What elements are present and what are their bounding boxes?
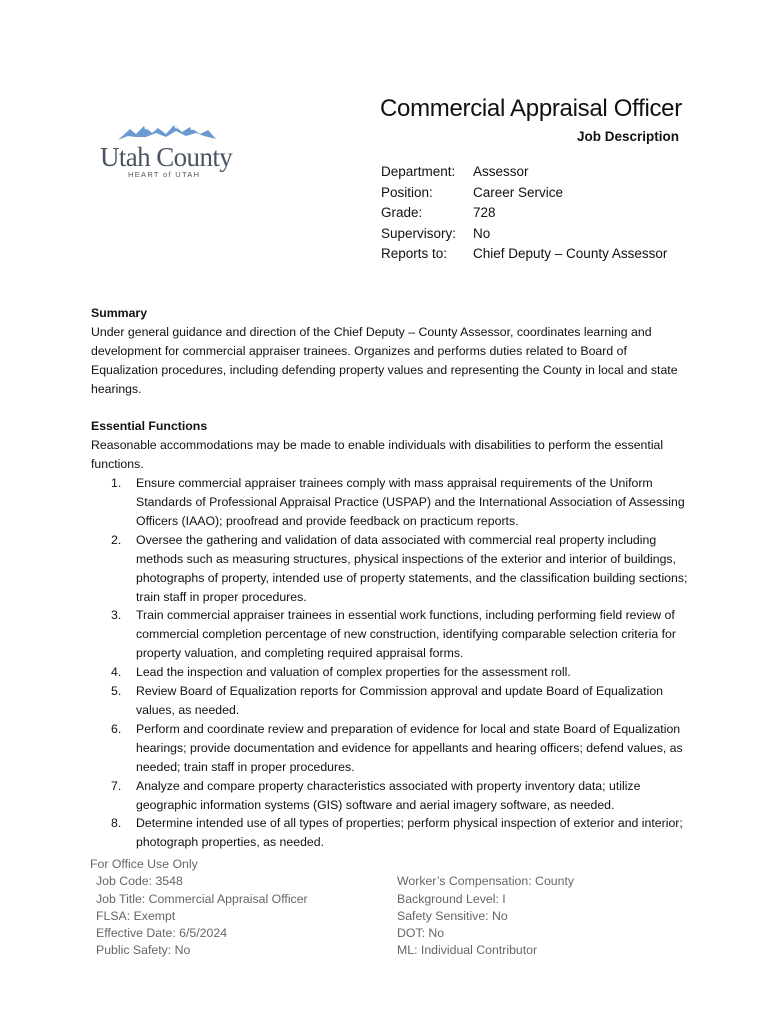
info-label: Reports to: [381,246,448,261]
document-title: Commercial Appraisal Officer [380,95,682,122]
info-row-reports-to [381,244,667,265]
list-item-text: Lead the inspection and valuation of complex properties for the assessment roll. [136,665,571,680]
list-item [91,682,691,720]
effective-date: Effective Date: 6/5/2024 [96,926,228,941]
list-number: 7. [111,778,122,793]
utah-county-logo [100,120,232,182]
list-item-text: Oversee the gathering and validation of data associated with commercial real property including methods such as measuring structures, physical inspections of the exterior and interior of buildings, photographs of property, intended use of property statements, and the classification building sections; train staff in proper procedures. [136,532,688,604]
list-item [91,474,691,531]
background-level: Background Level: I [397,891,506,906]
document-body [91,304,691,852]
logo-tagline: HEART of UTAH [128,170,201,179]
document-subtitle: Job Description [576,129,679,144]
list-number: 2. [111,532,122,547]
list-item-text: Ensure commercial appraiser trainees comply with mass appraisal requirements of the Uniform Standards of Professional Appraisal Practice (USPAP) and the International Association of Assessing Officers (IAAO); proofread and provide feedback on practicum reports. [136,476,685,528]
list-item [91,531,691,607]
job-info-table [381,162,667,265]
dot-status: DOT: No [397,926,445,941]
info-label: Supervisory: [381,225,457,241]
public-safety: Public Safety: No [96,943,191,958]
footer-right-column [391,873,574,959]
summary-heading: Summary [91,306,148,320]
list-item [91,720,691,777]
list-number: 1. [111,476,122,491]
ml-level: ML: Individual Contributor [397,943,538,958]
summary-text: Under general guidance and direction of the Chief Deputy – County Assessor, coordinates learning and development for commercial appraiser trainees. Organizes and performs duties related to Board of Equalization procedures, including defending property values and representing the County in local and state hearings. [91,324,678,396]
list-item [91,663,691,682]
list-number: 6. [111,721,122,736]
workers-compensation: Worker’s Compensation: County [397,874,575,889]
info-row-grade [381,203,667,224]
essential-functions-heading: Essential Functions [91,419,208,434]
list-item-text: Train commercial appraiser trainees in essential work functions, including performing field review of commercial completion percentage of new construction, identifying comparable selection criteria for property valuation, and completing required appraisal forms. [136,608,676,661]
list-item-text: Determine intended use of all types of properties; perform physical inspection of exterior and interior; photograph properties, as needed. [136,816,683,850]
info-value: Career Service [473,184,564,200]
info-label: Department: [381,164,456,179]
list-number: 4. [111,665,122,680]
list-number: 8. [111,816,122,831]
info-value: Assessor [473,164,529,179]
footer-left-column [90,873,391,959]
office-use-footer [90,856,610,960]
logo-wordmark: Utah County [100,142,233,172]
info-value: 728 [473,205,496,220]
info-value: No [473,225,491,241]
list-number: 5. [111,684,122,699]
info-row-supervisory [381,224,667,245]
info-row-position [381,183,667,204]
info-label: Grade: [381,205,423,220]
list-item [91,777,691,815]
list-number: 3. [111,608,122,623]
job-title: Job Title: Commercial Appraisal Officer [96,891,308,906]
info-label: Position: [381,184,433,200]
job-code: Job Code: 3548 [96,874,183,889]
info-row-department [381,162,667,183]
list-item-text: Review Board of Equalization reports for Commission approval and update Board of Equalization values, as needed. [136,684,664,718]
flsa-status: FLSA: Exempt [96,908,176,923]
list-item [91,606,691,663]
footer-heading: For Office Use Only [90,857,198,871]
list-item-text: Analyze and compare property characteristics associated with property inventory data; utilize geographic information systems (GIS) software and aerial imagery software, as needed. [136,778,641,812]
list-item-text: Perform and coordinate review and preparation of evidence for local and state Board of Equalization hearings; provide documentation and evidence for appellants and hearing officers; defend values, as needed; train staff in proper procedures. [136,721,683,774]
essential-functions-list [91,474,691,852]
essential-functions-intro: Reasonable accommodations may be made to enable individuals with disabilities to perform the essential functions. [91,438,664,472]
safety-sensitive: Safety Sensitive: No [397,908,508,923]
list-item [91,814,691,852]
info-value: Chief Deputy – County Assessor [473,246,668,261]
